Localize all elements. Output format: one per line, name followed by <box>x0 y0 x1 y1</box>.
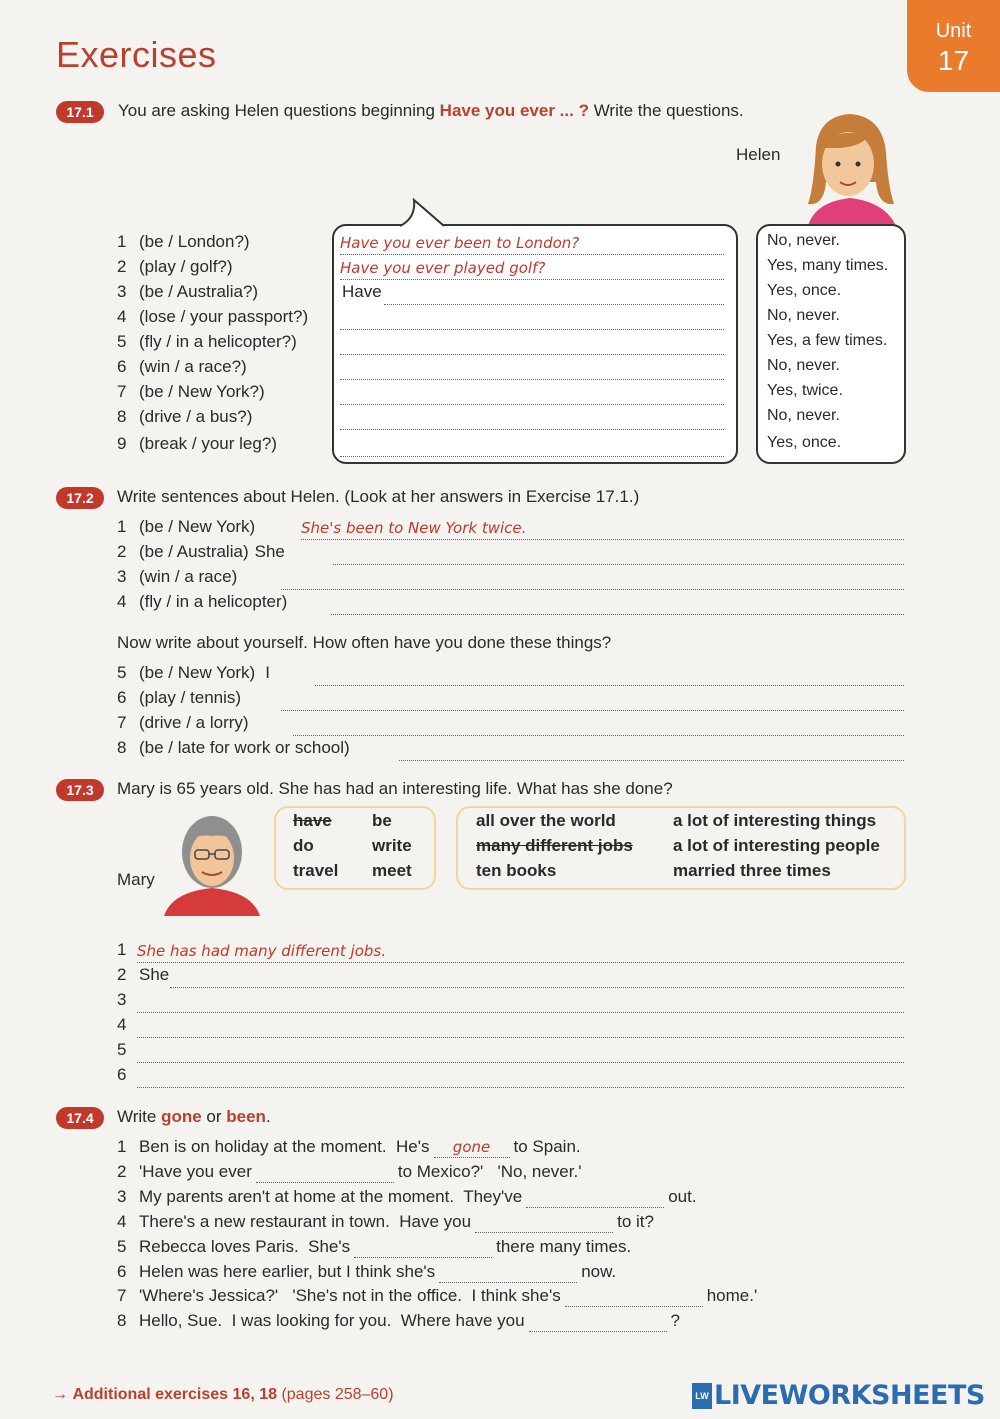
sentence-answer-field[interactable] <box>301 517 904 539</box>
mary-label: Mary <box>117 870 155 889</box>
phrase-ten-books: ten books <box>476 861 557 880</box>
gone-been-field[interactable] <box>256 1162 394 1182</box>
item-number: 8 <box>117 1311 127 1330</box>
gone-been-row <box>117 1286 757 1306</box>
item-number: 4 <box>117 307 127 326</box>
exercise-17-2-sub-instruction: Now write about yourself. How often have you done these things? <box>117 633 612 652</box>
question-answer-field[interactable] <box>340 307 724 329</box>
sentence-prompt <box>117 688 241 708</box>
footer-additional-exercises[interactable]: → Additional exercises 16, 18 (pages 258–60) <box>52 1386 394 1403</box>
liveworksheets-logo <box>692 1380 985 1411</box>
mary-answer-field[interactable] <box>137 1015 904 1037</box>
helen-reply: No, never. <box>767 407 840 424</box>
item-number: 5 <box>117 1040 127 1059</box>
gone-been-input[interactable] <box>256 1162 394 1183</box>
answer-prefix: She <box>254 542 285 561</box>
prompt-text: (drive / a bus?) <box>139 407 253 426</box>
sentence-prompt <box>117 713 249 733</box>
sentence-answer-input[interactable] <box>315 663 904 686</box>
question-answer-input[interactable] <box>340 257 724 280</box>
sentence-before: Helen was here earlier, but I think she's <box>139 1262 436 1281</box>
mary-answer-field[interactable] <box>137 1040 904 1062</box>
question-answer-input[interactable] <box>340 307 724 330</box>
mary-sentence-row <box>117 1065 139 1085</box>
helen-label: Helen <box>736 145 781 164</box>
sentence-before: Hello, Sue. I was looking for you. Where have you <box>139 1311 525 1330</box>
question-answer-input[interactable] <box>340 407 724 430</box>
helen-reply: No, never. <box>767 307 840 324</box>
gone-been-row <box>117 1262 616 1282</box>
item-number: 4 <box>117 1015 127 1034</box>
mary-answer-input[interactable] <box>137 940 904 963</box>
verb-have: have <box>293 811 332 830</box>
helen-reply: Yes, a few times. <box>767 332 888 349</box>
prompt-text: (fly / in a helicopter) <box>139 592 288 611</box>
question-prompt <box>117 434 277 454</box>
prompt-text: (be / New York?) <box>139 382 265 401</box>
question-answer-field[interactable] <box>340 382 724 404</box>
exercise-17-1-instruction: You are asking Helen questions beginning Have you ever ... ? Write the questions. <box>118 101 744 120</box>
question-answer-field[interactable] <box>340 332 724 354</box>
question-answer-input[interactable] <box>340 382 724 405</box>
sentence-after: there many times. <box>496 1237 632 1256</box>
sentence-answer-input[interactable] <box>281 567 904 590</box>
item-number: 3 <box>117 282 127 301</box>
phrase-all-over-the-world: all over the world <box>476 811 616 830</box>
sentence-after: now. <box>581 1262 617 1281</box>
item-number: 8 <box>117 738 127 757</box>
unit-label: Unit <box>935 20 972 42</box>
sentence-answer-field[interactable] <box>281 567 904 589</box>
page-title: Exercises <box>56 34 217 75</box>
mary-answer-input[interactable] <box>137 990 904 1013</box>
phrase-many-different-jobs: many different jobs <box>476 836 633 855</box>
sentence-before: There's a new restaurant in town. Have you <box>139 1212 472 1231</box>
sentence-prompt <box>117 542 285 562</box>
prompt-text: (break / your leg?) <box>139 434 277 453</box>
item-number: 7 <box>117 382 127 401</box>
sentence-after: to Mexico?' 'No, never.' <box>397 1162 582 1181</box>
prompt-text: (be / New York) <box>139 517 256 536</box>
mary-sentence-row <box>117 940 139 960</box>
prompt-text: (lose / your passport?) <box>139 307 309 326</box>
sentence-answer-field[interactable] <box>331 592 904 614</box>
question-answer-input[interactable] <box>340 434 724 457</box>
question-answer-input[interactable] <box>340 332 724 355</box>
liveworksheets-icon: LW <box>692 1383 712 1409</box>
prompt-text: (play / golf?) <box>139 257 233 276</box>
gone-been-row <box>117 1187 697 1207</box>
gone-been-row <box>117 1237 631 1257</box>
sentence-answer-input[interactable] <box>331 592 904 615</box>
gone-been-row <box>117 1212 654 1232</box>
item-number: 7 <box>117 1286 127 1305</box>
item-number: 2 <box>117 1162 127 1181</box>
exercise-17-2-instruction: Write sentences about Helen. (Look at her answers in Exercise 17.1.) <box>117 487 640 506</box>
question-answer-field[interactable] <box>340 232 724 254</box>
answer-prefix: She <box>139 965 170 984</box>
exercise-badge-17-4: 17.4 <box>56 1107 104 1129</box>
answer-prefix: Have <box>342 282 382 301</box>
mary-answer-field[interactable] <box>137 940 904 962</box>
sentence-before: Rebecca loves Paris. She's <box>139 1237 351 1256</box>
gone-been-input[interactable] <box>434 1137 510 1158</box>
prompt-text: (drive / a lorry) <box>139 713 249 732</box>
prompt-text: (win / a race?) <box>139 357 247 376</box>
item-number: 6 <box>117 357 127 376</box>
mary-answer-input[interactable] <box>137 1015 904 1038</box>
helen-reply: Yes, twice. <box>767 382 843 399</box>
mary-sentence-row <box>117 990 139 1010</box>
phrase-interesting-things: a lot of interesting things <box>673 811 877 830</box>
unit-tab <box>907 0 1000 92</box>
question-prompt <box>117 232 250 252</box>
gone-been-input[interactable] <box>529 1311 667 1332</box>
item-number: 1 <box>117 940 127 959</box>
item-number: 2 <box>117 965 127 984</box>
helen-reply: No, never. <box>767 232 840 249</box>
sentence-answer-input[interactable] <box>333 542 904 565</box>
mary-answer-input[interactable] <box>170 965 904 988</box>
helen-reply: Yes, many times. <box>767 257 889 274</box>
liveworksheets-text: LIVEWORKSHEETS <box>714 1380 985 1411</box>
question-prompt <box>117 357 247 377</box>
prompt-text: (be / New York) <box>139 663 256 682</box>
prompt-text: (fly / in a helicopter?) <box>139 332 297 351</box>
helen-reply: Yes, once. <box>767 282 842 299</box>
sentence-answer-field[interactable] <box>315 663 904 685</box>
item-number: 6 <box>117 1065 127 1084</box>
gone-been-field[interactable] <box>434 1137 510 1157</box>
item-number: 5 <box>117 332 127 351</box>
item-number: 4 <box>117 592 127 611</box>
question-answer-field[interactable] <box>340 407 724 429</box>
answer-prefix: I <box>265 663 270 682</box>
question-prompt <box>117 307 308 327</box>
item-number: 8 <box>117 407 127 426</box>
gone-been-row <box>117 1311 680 1331</box>
item-number: 1 <box>117 517 127 536</box>
item-number: 3 <box>117 567 127 586</box>
sentence-before: 'Have you ever <box>139 1162 252 1181</box>
sentence-before: Ben is on holiday at the moment. He's <box>139 1137 430 1156</box>
sentence-answer-input[interactable] <box>301 517 904 540</box>
question-prompt <box>117 332 297 352</box>
unit-number: 17 <box>937 45 970 76</box>
bubble-tail <box>398 198 448 228</box>
item-number: 5 <box>117 663 127 682</box>
mary-sentence-row <box>117 1015 139 1035</box>
item-number: 2 <box>117 542 127 561</box>
prompt-text: (play / tennis) <box>139 688 242 707</box>
question-answer-field[interactable] <box>384 282 724 304</box>
exercise-badge-17-3: 17.3 <box>56 779 104 801</box>
verb-do: do <box>293 836 314 855</box>
question-prompt <box>117 407 252 427</box>
gone-been-field[interactable] <box>354 1237 492 1257</box>
sentence-answer-field[interactable] <box>281 688 904 710</box>
sentence-answer-input[interactable] <box>293 713 904 736</box>
mary-answer-input[interactable] <box>137 1040 904 1063</box>
question-answer-field[interactable] <box>340 257 724 279</box>
mary-answer-field[interactable] <box>137 1065 904 1087</box>
sentence-answer-input[interactable] <box>281 688 904 711</box>
sentence-after: to Spain. <box>513 1137 581 1156</box>
mary-answer-input[interactable] <box>137 1065 904 1088</box>
exercise-17-4-instruction: Write gone or been. <box>117 1107 271 1126</box>
exercise-badge-17-1: 17.1 <box>56 101 104 123</box>
phrase-married-three-times: married three times <box>673 861 831 880</box>
gone-been-row <box>117 1137 581 1157</box>
sentence-answer-field[interactable] <box>399 738 904 760</box>
phrase-interesting-people: a lot of interesting people <box>673 836 880 855</box>
item-number: 7 <box>117 713 127 732</box>
question-prompt <box>117 257 233 277</box>
question-answer-input[interactable] <box>340 232 724 255</box>
gone-been-field[interactable] <box>526 1187 664 1207</box>
verb-be: be <box>372 811 392 830</box>
sentence-answer-field[interactable] <box>333 542 904 564</box>
helen-reply: Yes, once. <box>767 434 842 451</box>
exercise-badge-17-2: 17.2 <box>56 487 104 509</box>
gone-been-input[interactable] <box>354 1237 492 1258</box>
item-number: 5 <box>117 1237 127 1256</box>
sentence-before: 'Where's Jessica?' 'She's not in the office. I think she's <box>139 1286 561 1305</box>
prompt-text: (be / Australia) <box>139 542 249 561</box>
sentence-after: out. <box>668 1187 697 1206</box>
gone-been-input[interactable] <box>475 1212 613 1233</box>
verb-travel: travel <box>293 861 339 880</box>
question-answer-input[interactable] <box>340 357 724 380</box>
helen-reply: No, never. <box>767 357 840 374</box>
gone-been-input[interactable] <box>439 1262 577 1283</box>
exercise-17-3-instruction: Mary is 65 years old. She has had an interesting life. What has she done? <box>117 779 673 798</box>
sentence-prompt <box>117 567 237 587</box>
item-number: 1 <box>117 232 127 251</box>
sentence-after: ? <box>670 1311 680 1330</box>
prompt-text: (be / Australia?) <box>139 282 259 301</box>
question-prompt <box>117 382 265 402</box>
verb-meet: meet <box>372 861 412 880</box>
gone-been-field[interactable] <box>565 1286 703 1306</box>
item-number: 9 <box>117 434 127 453</box>
item-number: 2 <box>117 257 127 276</box>
question-answer-field[interactable] <box>340 357 724 379</box>
item-number: 3 <box>117 1187 127 1206</box>
prompt-text: (be / late for work or school) <box>139 738 350 757</box>
mary-answer-field[interactable] <box>170 965 904 987</box>
mary-answer-field[interactable] <box>137 990 904 1012</box>
sentence-prompt <box>117 663 270 683</box>
sentence-after: to it? <box>617 1212 654 1231</box>
helen-avatar <box>790 106 910 226</box>
item-number: 4 <box>117 1212 127 1231</box>
item-number: 6 <box>117 1262 127 1281</box>
sentence-prompt <box>117 592 287 612</box>
sentence-before: My parents aren't at home at the moment. They've <box>139 1187 523 1206</box>
gone-been-input[interactable] <box>565 1286 703 1307</box>
gone-been-field[interactable] <box>529 1311 667 1331</box>
question-answer-field[interactable] <box>340 434 724 456</box>
sentence-after: home.' <box>706 1286 758 1305</box>
question-answer-input[interactable] <box>384 282 724 305</box>
gone-been-field[interactable] <box>475 1212 613 1232</box>
gone-been-row <box>117 1162 581 1182</box>
item-number: 6 <box>117 688 127 707</box>
mary-sentence-row <box>117 1040 139 1060</box>
mary-avatar <box>162 808 262 916</box>
item-number: 3 <box>117 990 127 1009</box>
sentence-answer-input[interactable] <box>399 738 904 761</box>
sentence-prompt <box>117 517 255 537</box>
gone-been-field[interactable] <box>439 1262 577 1282</box>
gone-been-input[interactable] <box>526 1187 664 1208</box>
item-number: 1 <box>117 1137 127 1156</box>
question-prompt <box>117 282 258 302</box>
sentence-prompt <box>117 738 350 758</box>
verb-write: write <box>372 836 412 855</box>
mary-sentence-row <box>117 965 169 985</box>
prompt-text: (be / London?) <box>139 232 250 251</box>
sentence-answer-field[interactable] <box>293 713 904 735</box>
prompt-text: (win / a race) <box>139 567 238 586</box>
